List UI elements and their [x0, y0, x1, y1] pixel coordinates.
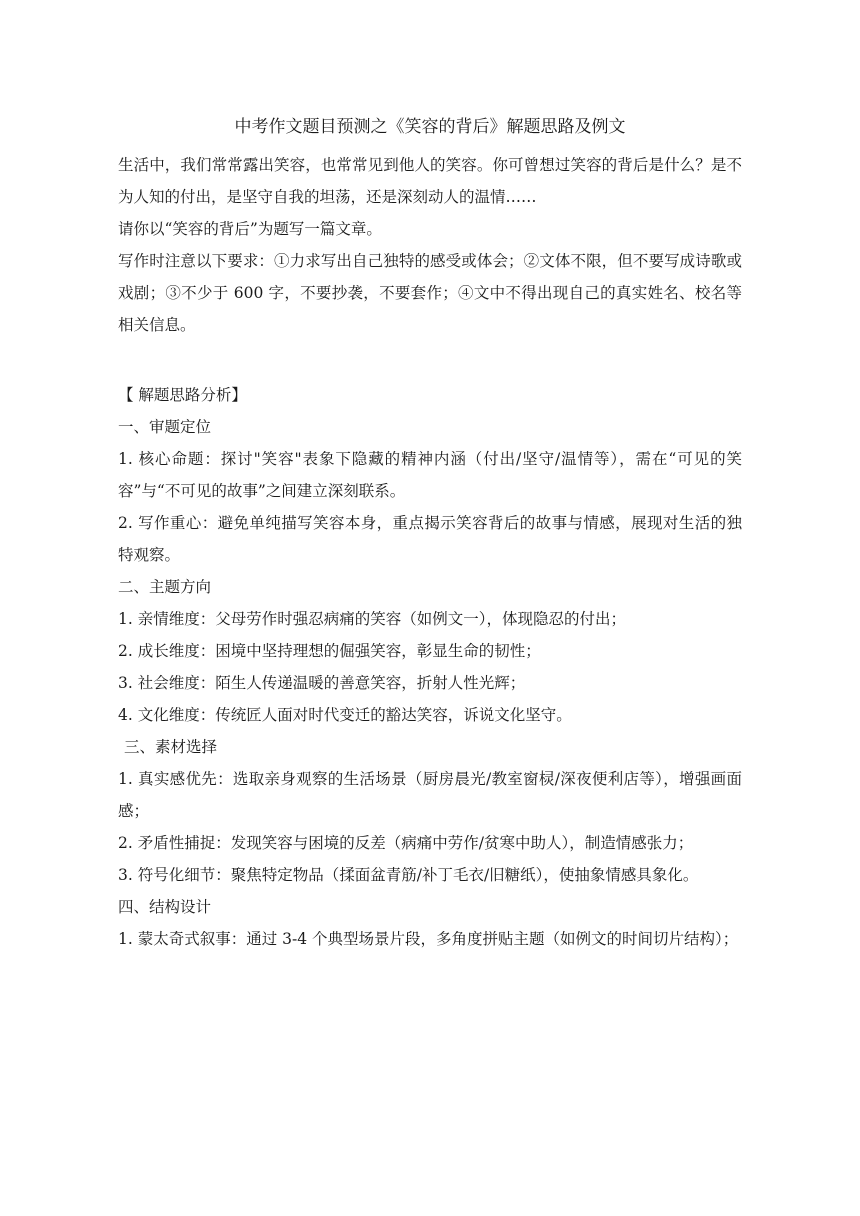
section-heading-4: 四、结构设计	[118, 898, 212, 916]
spacer	[118, 341, 742, 379]
section-2-item-1: 1. 亲情维度：父母劳作时强忍病痛的笑容（如例文一），体现隐忍的付出；	[118, 610, 626, 628]
analysis-heading: 【 解题思路分析】	[118, 386, 247, 404]
section-1-item-1: 1. 核心命题：探讨"笑容"表象下隐藏的精神内涵（付出/坚守/温情等），需在“可见的笑容”与“不可见的故事”之间建立深刻联系。	[118, 450, 742, 500]
document-body	[118, 149, 742, 955]
section-1-item-2: 2. 写作重心：避免单纯描写笑容本身，重点揭示笑容背后的故事与情感，展现对生活的独特观察。	[118, 514, 742, 564]
section-3-item-2: 2. 矛盾性捕捉：发现笑容与困境的反差（病痛中劳作/贫寒中助人），制造情感张力；	[118, 834, 694, 852]
section-3-item-1: 1. 真实感优先：选取亲身观察的生活场景（厨房晨光/教室窗棂/深夜便利店等），增强画面感；	[118, 770, 742, 820]
document-title: 中考作文题目预测之《笑容的背后》解题思路及例文	[234, 117, 626, 137]
prompt-paragraph-3: 写作时注意以下要求：①力求写出自己独特的感受或体会；②文体不限，但不要写成诗歌或戏剧；③不少于 600 字，不要抄袭，不要套作；④文中不得出现自己的真实姓名、校名等相关信息。	[118, 252, 742, 334]
section-heading-1: 一、审题定位	[118, 418, 212, 436]
section-heading-2: 二、主题方向	[118, 578, 212, 596]
prompt-paragraph-2: 请你以“笑容的背后”为题写一篇文章。	[118, 220, 382, 238]
section-3-item-3: 3. 符号化细节：聚焦特定物品（揉面盆青筋/补丁毛衣/旧糖纸），使抽象情感具象化。	[118, 866, 699, 884]
section-4-item-1: 1. 蒙太奇式叙事：通过 3-4 个典型场景片段，多角度拼贴主题（如例文的时间切片结构）；	[118, 930, 739, 948]
section-2-item-4: 4. 文化维度：传统匠人面对时代变迁的豁达笑容，诉说文化坚守。	[118, 706, 572, 724]
section-heading-3: 三、素材选择	[124, 738, 218, 756]
prompt-paragraph-1: 生活中，我们常常露出笑容，也常常见到他人的笑容。你可曾想过笑容的背后是什么？是不为人知的付出，是坚守自我的坦荡，还是深刻动人的温情……	[118, 156, 742, 206]
section-2-item-2: 2. 成长维度：困境中坚持理想的倔强笑容，彰显生命的韧性；	[118, 642, 541, 660]
section-2-item-3: 3. 社会维度：陌生人传递温暖的善意笑容，折射人性光辉；	[118, 674, 526, 692]
